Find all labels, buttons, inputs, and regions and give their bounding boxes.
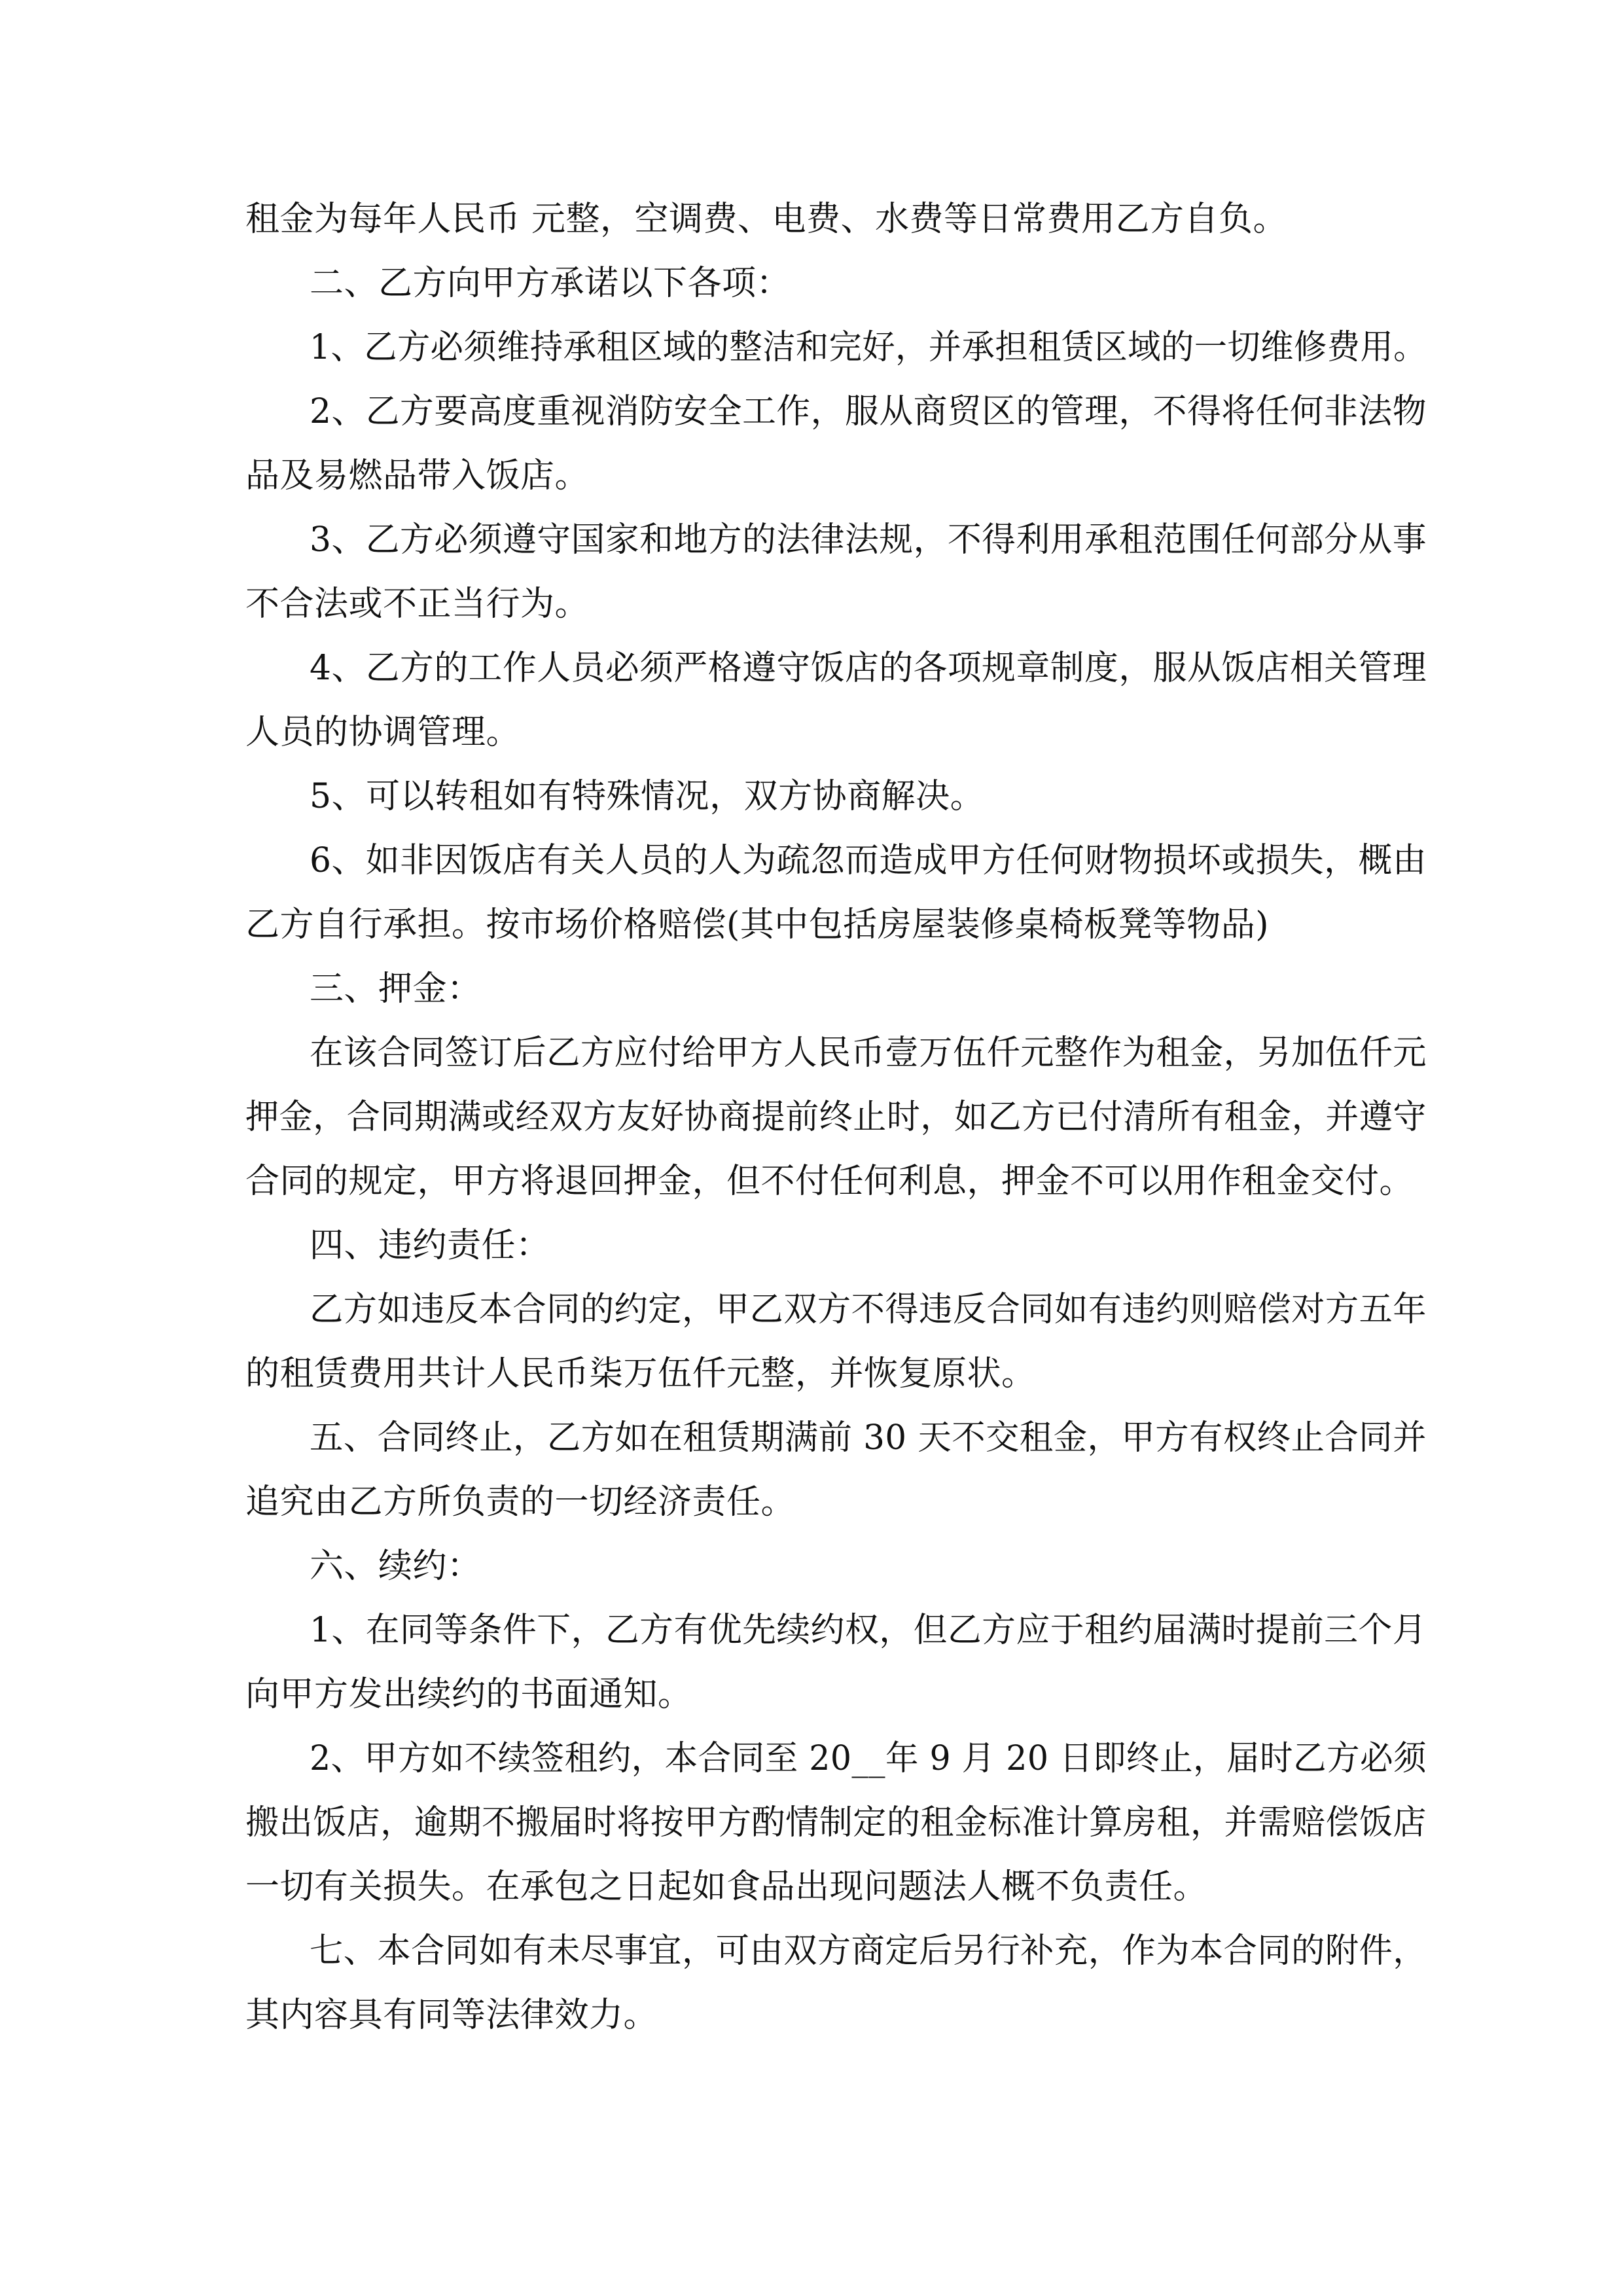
clause-2-1: 1、乙方必须维持承租区域的整洁和完好，并承担租赁区域的一切维修费用。 [310,328,1427,367]
supplement-line-2: 其内容具有同等法律效力。 [245,1996,658,2035]
deposit-line-2: 押金，合同期满或经双方友好协商提前终止时，如乙方已付清所有租金，并遵守 [245,1098,1427,1137]
termination-line-1: 五、合同终止，乙方如在租赁期满前 30 天不交租金，甲方有权终止合同并 [310,1418,1427,1458]
section-heading-6: 六、续约： [310,1547,482,1586]
clause-2-4-line-2: 人员的协调管理。 [245,713,521,752]
renewal-2-line-3: 一切有关损失。在承包之日起如食品出现问题法人概不负责任。 [245,1867,1208,1907]
section-heading-4: 四、违约责任： [310,1226,550,1265]
deposit-line-3: 合同的规定，甲方将退回押金，但不付任何利息，押金不可以用作租金交付。 [245,1162,1414,1201]
breach-line-2: 的租赁费用共计人民币柒万伍仟元整，并恢复原状。 [245,1354,1036,1393]
clause-2-4-line-1: 4、乙方的工作人员必须严格遵守饭店的各项规章制度，服从饭店相关管理 [310,649,1427,688]
text-line-1: 租金为每年人民币 元整，空调费、电费、水费等日常费用乙方自负。 [245,200,1288,239]
deposit-line-1: 在该合同签订后乙方应付给甲方人民币壹万伍仟元整作为租金，另加伍仟元 [310,1033,1427,1073]
renewal-1-line-2: 向甲方发出续约的书面通知。 [245,1675,692,1714]
section-heading-2: 二、乙方向甲方承诺以下各项： [310,264,791,303]
clause-2-3-line-2: 不合法或不正当行为。 [245,584,590,624]
supplement-line-1: 七、本合同如有未尽事宜，可由双方商定后另行补充，作为本合同的附件， [310,1931,1427,1971]
clause-2-2-line-2: 品及易燃品带入饭店。 [245,456,590,495]
clause-2-2-line-1: 2、乙方要高度重视消防安全工作，服从商贸区的管理，不得将任何非法物 [310,392,1427,431]
renewal-2-line-1: 2、甲方如不续签租约，本合同至 20__年 9 月 20 日即终止，届时乙方必须 [310,1739,1427,1778]
clause-2-6-line-1: 6、如非因饭店有关人员的人为疏忽而造成甲方任何财物损坏或损失，概由 [310,841,1427,880]
section-heading-3: 三、押金： [310,969,482,1009]
breach-line-1: 乙方如违反本合同的约定，甲乙双方不得违反合同如有违约则赔偿对方五年 [310,1290,1427,1329]
termination-line-2: 追究由乙方所负责的一切经济责任。 [245,1482,796,1522]
clause-2-6-line-2: 乙方自行承担。按市场价格赔偿(其中包括房屋装修桌椅板凳等物品) [245,905,1270,944]
renewal-2-line-2: 搬出饭店，逾期不搬届时将按甲方酌情制定的租金标准计算房租，并需赔偿饭店 [245,1803,1427,1842]
clause-2-3-line-1: 3、乙方必须遵守国家和地方的法律法规，不得利用承租范围任何部分从事 [310,520,1427,560]
clause-2-5: 5、可以转租如有特殊情况，双方协商解决。 [310,777,985,816]
renewal-1-line-1: 1、在同等条件下，乙方有优先续约权，但乙方应于租约届满时提前三个月 [310,1611,1427,1650]
